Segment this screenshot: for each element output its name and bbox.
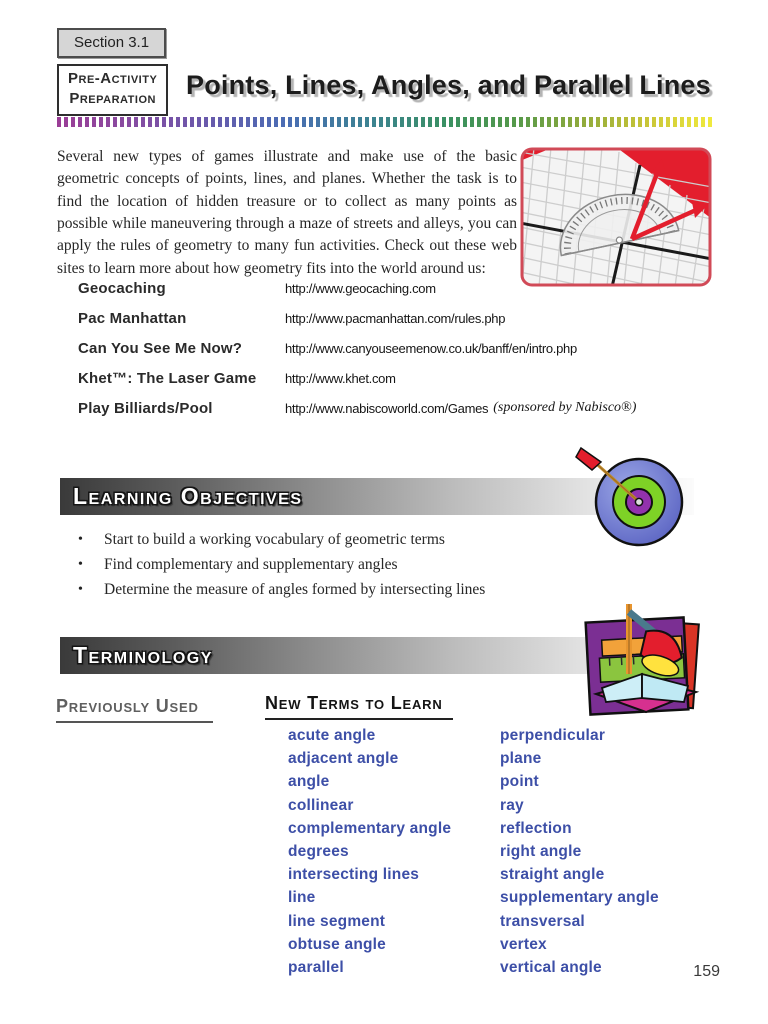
new-terms-label: New Terms to Learn — [265, 693, 453, 720]
objective-item: • Find complementary and supplementary angles — [78, 555, 398, 573]
lamp-book-graphic — [572, 596, 712, 724]
intro-paragraph: Several new types of games illustrate and make use of the basic geometric concepts of points, lines, and planes. Whether the task is to find the location of hidden treasure or to collect as many points as possible while maneuvering through a maze of streets and alleys, you can apply the rules of geometry to many fun activities. Check out these web sites to learn more about how geometry fits into the world around us: — [57, 148, 517, 277]
website-link[interactable]: http://www.khet.com — [285, 370, 396, 386]
website-link[interactable]: http://www.canyouseemenow.co.uk/banff/en/intro.php — [285, 340, 577, 356]
term: line — [288, 889, 316, 907]
new-terms-column-1 — [288, 727, 488, 982]
pre-activity-line2: Preparation — [69, 90, 156, 108]
website-row — [78, 333, 718, 363]
protractor-graphic — [520, 147, 712, 287]
term: parallel — [288, 958, 344, 976]
objective-item: • Start to build a working vocabulary of geometric terms — [78, 530, 445, 548]
section-label: Section 3.1 — [74, 34, 150, 51]
term: collinear — [288, 796, 354, 814]
term: angle — [288, 773, 330, 791]
term: ray — [500, 796, 524, 814]
bullet-icon: • — [78, 581, 83, 597]
objectives-list — [78, 527, 598, 602]
protractor-image — [520, 147, 712, 287]
term: supplementary angle — [500, 889, 659, 907]
section-label-box — [57, 28, 166, 58]
term: degrees — [288, 842, 349, 860]
term: point — [500, 773, 539, 791]
term: transversal — [500, 912, 585, 930]
term: intersecting lines — [288, 866, 420, 884]
term: reflection — [500, 819, 572, 837]
website-name: Play Billiards/Pool — [78, 399, 213, 417]
term: plane — [500, 750, 542, 768]
page-number: 159 — [693, 963, 720, 980]
website-name: Geocaching — [78, 279, 166, 297]
term: obtuse angle — [288, 935, 386, 953]
new-terms-column-2 — [500, 727, 720, 982]
learning-objectives-heading: Learning Objectives — [73, 483, 303, 509]
pre-activity-box — [57, 64, 168, 116]
websites-list — [78, 273, 718, 423]
lamp-book-icon — [572, 596, 712, 724]
website-row — [78, 303, 718, 333]
website-name: Can You See Me Now? — [78, 339, 243, 357]
pre-activity-line1: Pre-Activity — [68, 70, 158, 87]
term: complementary angle — [288, 819, 452, 837]
term: perpendicular — [500, 727, 606, 744]
term: line segment — [288, 912, 386, 930]
terminology-heading: Terminology — [73, 642, 213, 668]
bullet-icon: • — [78, 531, 83, 547]
term: vertical angle — [500, 958, 602, 976]
target-dart-icon — [575, 446, 687, 548]
color-dash-divider — [57, 117, 712, 127]
website-link[interactable]: http://www.pacmanhattan.com/rules.php — [285, 310, 506, 326]
term: vertex — [500, 935, 547, 953]
objective-item: • Determine the measure of angles formed by intersecting lines — [78, 580, 486, 598]
website-row — [78, 393, 718, 423]
target-graphic — [575, 446, 687, 548]
term: straight angle — [500, 866, 605, 884]
website-link[interactable]: http://www.nabiscoworld.com/Games — [285, 400, 489, 416]
website-row — [78, 363, 718, 393]
website-name: Pac Manhattan — [78, 309, 187, 327]
previously-used-label: Previously Used — [56, 696, 213, 723]
website-sponsor-note: (sponsored by Nabisco®) — [493, 400, 637, 415]
website-name: Khet™: The Laser Game — [78, 369, 257, 387]
website-row — [78, 273, 718, 303]
bullet-icon: • — [78, 556, 83, 572]
term: adjacent angle — [288, 750, 399, 768]
term: acute angle — [288, 727, 376, 744]
page-title: Points, Lines, Angles, and Parallel Lines — [186, 70, 711, 100]
term: right angle — [500, 842, 582, 860]
website-link[interactable]: http://www.geocaching.com — [285, 280, 436, 296]
